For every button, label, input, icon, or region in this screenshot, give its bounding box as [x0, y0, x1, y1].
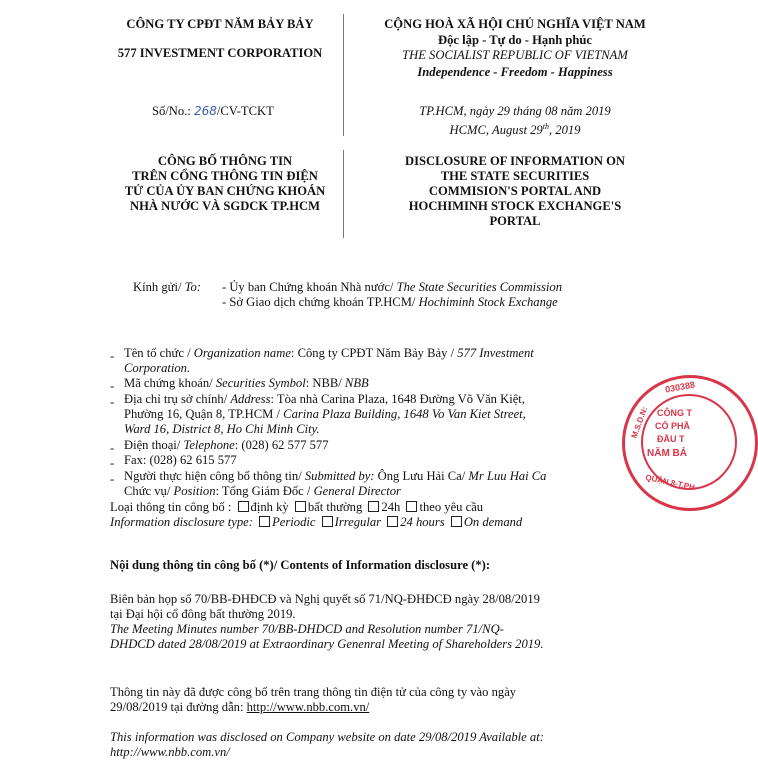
- field-address-line2: Phường 16, Quận 8, TP.HCM / Carina Plaza Building, 1648 Vo Van Kiet Street,: [124, 407, 526, 421]
- company-name-vn: CÔNG TY CPĐT NĂM BẢY BẢY: [126, 17, 314, 31]
- field-organization: Tên tổ chức / Organization name: Công ty CPĐT Năm Bảy Bảy / 577 Investment: [124, 346, 534, 360]
- disclosure-type-en: Information disclosure type: Periodic Irregular 24 hours On demand: [110, 515, 523, 529]
- nation-name-en: THE SOCIALIST REPUBLIC OF VIETNAM: [402, 48, 628, 62]
- company-name-en: 577 INVESTMENT CORPORATION: [117, 46, 323, 60]
- motto-en: Independence - Freedom - Happiness: [417, 65, 613, 79]
- checkbox-on-demand-en[interactable]: [451, 516, 462, 527]
- disclosure-type-vn: Loại thông tin công bố : định kỳ bất thường 24h theo yêu cầu: [110, 500, 484, 514]
- recipient-hose: - Sở Giao dịch chứng khoán TP.HCM/ Hochiminh Stock Exchange: [222, 295, 558, 309]
- title-vn: CÔNG BỐ THÔNG TIN TRÊN CỔNG THÔNG TIN ĐIỆN TỬ CỦA ỦY BAN CHỨNG KHOÁN NHÀ NƯỚC VÀ SGDCK TP.HCM: [124, 154, 326, 213]
- title-en: DISCLOSURE OF INFORMATION ON THE STATE SECURITIES COMMISION'S PORTAL AND HOCHIMINH STOCK EXCHANGE'S PORTAL: [404, 154, 626, 228]
- website-link[interactable]: http://www.nbb.com.vn/: [246, 700, 370, 714]
- checkbox-24hours-en[interactable]: [387, 516, 398, 527]
- checkbox-24h[interactable]: [368, 501, 379, 512]
- recipients-label: Kính gửi/ To:: [133, 280, 201, 294]
- website-vn-line1: Thông tin này đã được công bố trên trang thông tin điện tử của công ty vào ngày: [110, 685, 517, 699]
- content-en-line1: The Meeting Minutes number 70/BB-DHDCD and Resolution number 71/NQ-: [110, 622, 504, 636]
- field-symbol: Mã chứng khoán/ Securities Symbol: NBB/ NBB: [124, 376, 369, 390]
- date-en: HCMC, August 29th, 2019: [449, 122, 581, 138]
- contents-heading: Nội dung thông tin công bố (*)/ Contents of Information disclosure (*):: [110, 558, 491, 572]
- field-submitted-by: Người thực hiện công bố thông tin/ Submitted by: Ông Lưu Hải Ca/ Mr Luu Hai Ca: [124, 469, 547, 483]
- website-en-line2: http://www.nbb.com.vn/: [110, 745, 230, 759]
- checkbox-on-demand[interactable]: [406, 501, 417, 512]
- header-divider: [343, 14, 344, 136]
- handwritten-doc-number: 268: [194, 104, 217, 118]
- field-fax: Fax: (028) 62 615 577: [124, 453, 237, 467]
- checkbox-irregular[interactable]: [295, 501, 306, 512]
- field-telephone: Điện thoại/ Telephone: (028) 62 577 577: [124, 438, 329, 452]
- checkbox-irregular-en[interactable]: [322, 516, 333, 527]
- content-vn-line2: tại Đại hội cổ đông bất thường 2019.: [110, 607, 296, 621]
- field-position: Chức vụ/ Position: Tổng Giám Đốc / General Director: [124, 484, 401, 498]
- field-organization-cont: Corporation.: [124, 361, 191, 375]
- nation-name-vn: CỘNG HOÀ XÃ HỘI CHỦ NGHĨA VIỆT NAM: [384, 17, 646, 31]
- field-address-line3: Ward 16, District 8, Ho Chi Minh City.: [124, 422, 320, 436]
- content-en-line2: DHDCD dated 28/08/2019 at Extraordinary Genenral Meeting of Shareholders 2019.: [110, 637, 544, 651]
- field-address: Địa chỉ trụ sở chính/ Address: Tòa nhà Carina Plaza, 1648 Đường Võ Văn Kiệt,: [124, 392, 525, 406]
- company-stamp: 030388 M.S.D.N: CÔNG T CỔ PHẦ ĐẦU T NĂM BẢ QUẬN 8-T.PH: [622, 375, 758, 511]
- checkbox-periodic-en[interactable]: [259, 516, 270, 527]
- website-vn-line2: 29/08/2019 tại đường dẫn: http://www.nbb.com.vn/: [110, 700, 370, 714]
- checkbox-periodic[interactable]: [238, 501, 249, 512]
- recipient-ssc: - Ủy ban Chứng khoán Nhà nước/ The State Securities Commission: [222, 280, 563, 294]
- document-number: Số/No.: 268/CV-TCKT: [152, 104, 274, 118]
- date-vn: TP.HCM, ngày 29 tháng 08 năm 2019: [419, 104, 611, 118]
- website-en-line1: This information was disclosed on Company website on date 29/08/2019 Available at:: [110, 730, 544, 744]
- motto-vn: Độc lập - Tự do - Hạnh phúc: [438, 33, 592, 47]
- title-divider: [343, 150, 344, 238]
- content-vn-line1: Biên bản họp số 70/BB-ĐHĐCĐ và Nghị quyết số 71/NQ-ĐHĐCĐ ngày 28/08/2019: [110, 592, 540, 606]
